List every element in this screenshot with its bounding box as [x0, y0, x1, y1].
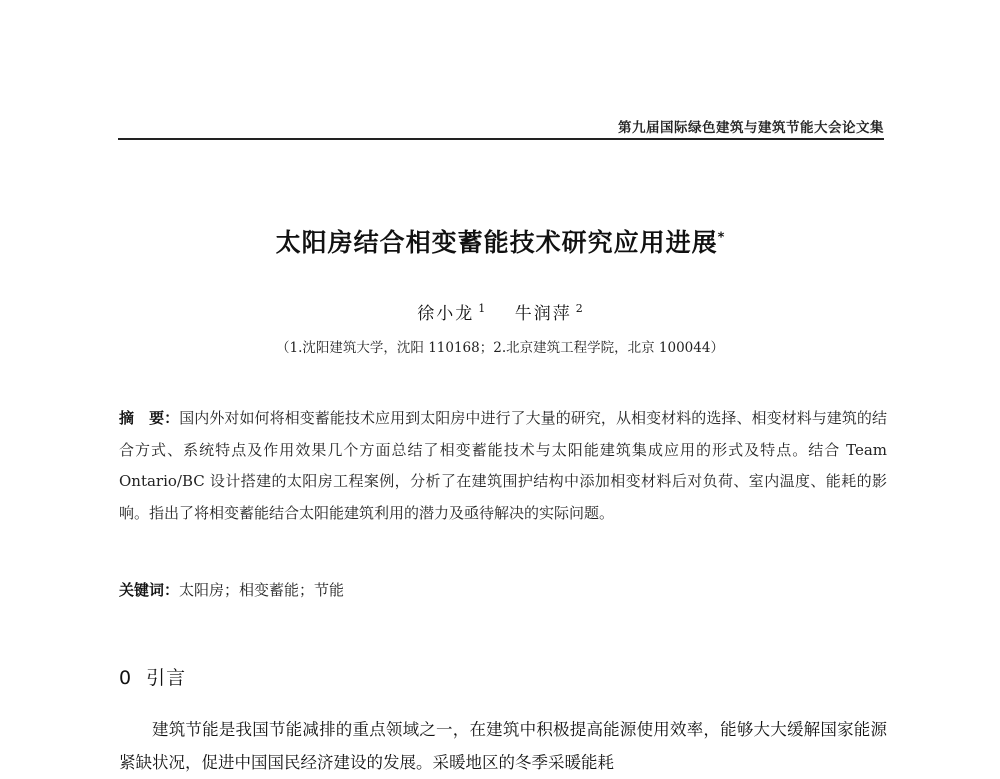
keywords-label: 关键词：: [119, 581, 180, 599]
paper-title: [0, 223, 1000, 259]
author: [515, 304, 583, 324]
keywords-text: 太阳房；相变蓄能；节能: [179, 581, 345, 599]
section-title: 引言: [146, 667, 187, 689]
abstract-label: 摘 要：: [119, 409, 180, 427]
keywords: [119, 576, 887, 604]
affiliation: （1.沈阳建筑大学，沈阳 110168；2.北京建筑工程学院，北京 100044）: [276, 340, 724, 356]
paper-title-text: 太阳房结合相变蓄能技术研究应用进展: [275, 228, 718, 257]
author-line: [0, 299, 1000, 324]
abstract: [119, 403, 887, 529]
author-affiliation-mark: 1: [478, 302, 486, 316]
running-header: 第九届国际绿色建筑与建筑节能大会论文集: [618, 120, 884, 136]
author-name: 牛润萍: [514, 304, 572, 324]
author-name: 徐小龙: [417, 304, 475, 324]
body-paragraph: 建筑节能是我国节能减排的重点领域之一，在建筑中积极提高能源使用效率，能够大大缓解国家能源紧缺状况，促进中国国民经济建设的发展。采暖地区的冬季采暖能耗: [119, 720, 887, 772]
author: [417, 304, 485, 324]
title-footnote-mark: *: [717, 230, 725, 246]
section-heading: [119, 663, 186, 690]
header-rule: [118, 138, 884, 140]
abstract-text: 国内外对如何将相变蓄能技术应用到太阳房中进行了大量的研究，从相变材料的选择、相变材料与建筑的结合方式、系统特点及作用效果几个方面总结了相变蓄能技术与太阳能建筑集成应用的形式及特点。结合 Team Ontario/BC 设计搭建的太阳房工程案例，分析了在建筑围护结构中添加相变材料后对负荷、室内温度、能耗的影响。指出了将相变蓄能结合太阳能建筑利用的潜力及亟待解决的实际问题。: [119, 409, 887, 522]
author-affiliation-mark: 2: [575, 302, 583, 316]
section-number: 0: [119, 667, 133, 689]
